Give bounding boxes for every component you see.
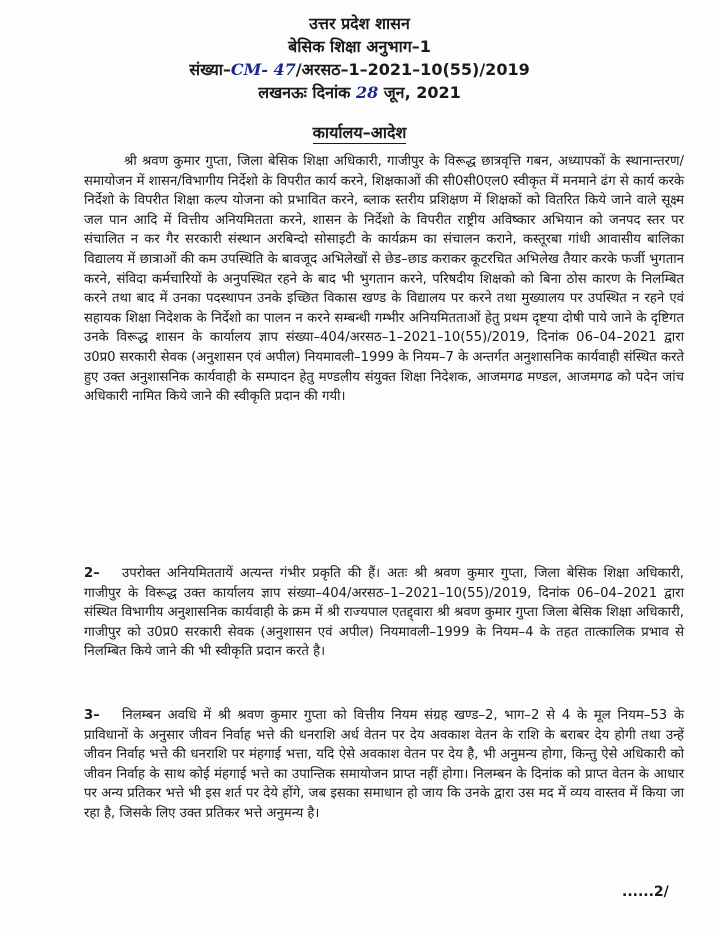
paragraph-1-text: श्री श्रवण कुमार गुप्ता, जिला बेसिक शिक्षा अधिकारी, गाजीपुर के विरूद्ध छात्रवृत्ति गबन, अध्यापकों के स्थानान्तरण/समायोजन में शासन/विभागीय निर्देशो के विपरीत कार्य करने, शिक्षकाओं की सी0सी0एल0 स्वीकृत में मनमाने ढंग से कार्य करके निर्देशो के विपरीत शिक्षा कल्प योजना को प्रभावित करने, ब्लाक स्तरीय प्रशिक्षण में शिक्षकों को वितरित किये जाने वाले सूक्ष्म जल पान आदि में वित्तीय अनियमितता करने, शासन के निर्देशो के विपरीत राष्ट्रीय अविष्कार अभियान को जनपद स्तर पर संचालित न कर गैर सरकारी संस्थान अरबिन्दो सोसाइटी के कार्यक्रम का संचालन कराने, कस्तूरबा गांधी आवासीय बालिका विद्यालय में छात्राओं की कम उपस्थिति के बावजूद अभिलेखों से छेड–छाड कराकर कूटरचित अभिलेख तैयार करके फर्जी भुगतान करने, संविदा कर्मचारियों के अनुपस्थित रहने के बाद भी भुगतान करने, परिषदीय शिक्षको को बिना ठोस कारण के निलम्बित करने तथा बाद में उनका पदस्थापन उनके इच्छित विकास खण्ड के विद्यालय पर करने तथा मुख्यालय पर उपस्थित न रहने एवं सहायक शिक्षा निदेशक के निर्देशो का पालन न करने सम्बन्धी गम्भीर अनियमितताओं हेतु प्रथम दृष्टया दोषी पाये जाने के दृष्टिगत उनके विरूद्ध शासन के कार्यालय ज्ञाप संख्या–404/अरसठ–1–2021–10(55)/2019, दिनांक 06–04–2021 द्वारा उ0प्र0 सरकारी सेवक (अनुशासन एवं अपील) नियमावली–1999 के नियम–7 के अन्तर्गत अनुशासनिक कार्यवाही संस्थित करते हुए उक्त अनुशासनिक कार्यवाही के सम्पादन हेतु मण्डलीय संयुक्त शिक्षा निदेशक, आजमगढ मण्डल, आजमगढ को पदेन जांच अधिकारी नामित किये जाने की स्वीकृति प्रदान की गयी।	[84, 154, 684, 405]
letterhead	[0, 12, 719, 104]
department-name: बेसिक शिक्षा अनुभाग–1	[288, 37, 431, 56]
reference-suffix: /अरसठ–1–2021–10(55)/2019	[295, 60, 530, 79]
paragraph-3	[84, 706, 684, 824]
paragraph-2-text: उपरोक्त अनियमिततायें अत्यन्त गंभीर प्रकृति की हैं। अतः श्री श्रवण कुमार गुप्ता, जिला बेसिक शिक्षा अधिकारी, गाजीपुर के विरूद्ध उक्त कार्यालय ज्ञाप संख्या–404/अरसठ–1–2021–10(55)/2019, दिनांक 06–04–2021 द्वारा संस्थित विभागीय अनुशासनिक कार्यवाही के क्रम में श्री राज्यपाल एतद्द्वारा श्री श्रवण कुमार गुप्ता जिला बेसिक शिक्षा अधिकारी, गाजीपुर को उ0प्र0 सरकारी सेवक (अनुशासन एवं अपील) नियमावली–1999 के नियम–4 के तहत तात्कालिक प्रभाव से निलम्बित किये जाने की भी स्वीकृति प्रदान करते है।	[84, 566, 684, 660]
paragraph-1	[84, 152, 684, 407]
paragraph-3-number: 3–	[84, 708, 100, 723]
date-suffix: जून, 2021	[383, 83, 461, 102]
date-prefix: लखनऊः दिनांक	[258, 83, 351, 102]
reference-number	[0, 58, 719, 81]
date-handwritten: 28	[355, 83, 379, 102]
paragraph-2	[84, 564, 684, 662]
document-title: कार्यालय–आदेश	[312, 123, 407, 142]
reference-handwritten: CM- 47	[230, 60, 296, 79]
reference-prefix: संख्या–	[189, 60, 231, 79]
issue-date	[0, 81, 719, 104]
paragraph-3-text: निलम्बन अवधि में श्री श्रवण कुमार गुप्ता को वित्तीय नियम संग्रह खण्ड–2, भाग–2 से 4 के मूल नियम–53 के प्राविधानों के अनुसार जीवन निर्वाह भत्ते की धनराशि अर्ध वेतन पर देय अवकाश वेतन के राशि के बराबर देय होगी तथा उन्हें जीवन निर्वाह भत्ते की धनराशि पर मंहगाई भत्ता, यदि ऐसे अवकाश वेतन पर देय है, भी अनुमन्य होगा, किन्तु ऐसे अधिकारी को जीवन निर्वाह के साथ कोई मंहगाई भत्ते का उपान्तिक समायोजन प्राप्त नहीं होगा। निलम्बन के दिनांक को प्राप्त वेतन के आधार पर अन्य प्रतिकर भत्ते भी इस शर्त पर देये होंगे, जब इसका समाधान हो जाय कि उनके द्वारा उस मद में व्यय वास्तव में किया जा रहा है, जिसके लिए उक्त प्रतिकर भत्ते अनुमन्य है।	[84, 708, 684, 821]
page-number: ......2/	[622, 884, 669, 900]
government-name: उत्तर प्रदेश शासन	[309, 14, 410, 33]
paragraph-2-number: 2–	[84, 566, 100, 581]
